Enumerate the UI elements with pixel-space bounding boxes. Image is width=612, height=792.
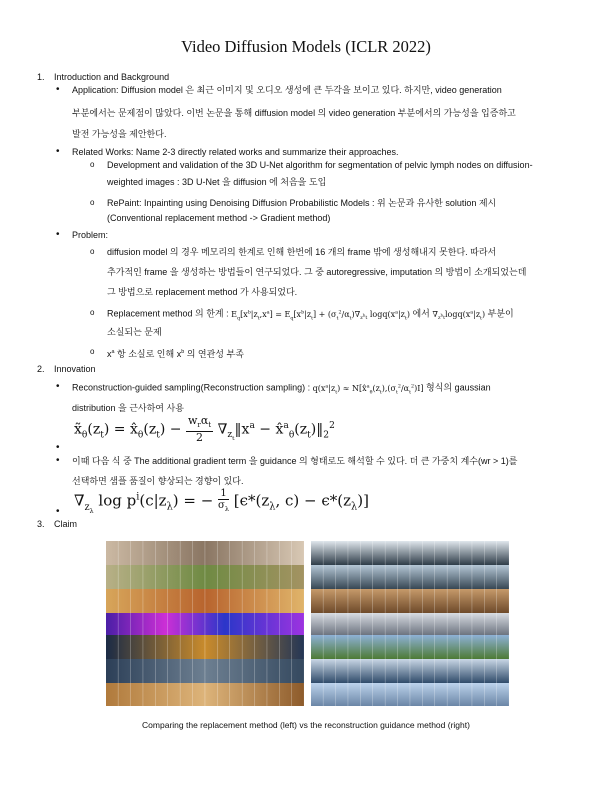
related-works-text: Related Works: Name 2-3 directly related works and summarize their approaches. bbox=[72, 147, 399, 157]
section-heading: Introduction and Background bbox=[54, 72, 170, 82]
figure-caption: Comparing the replacement method (left) vs the reconstruction guidance method (right) bbox=[142, 720, 470, 730]
circle-bullet-icon: o bbox=[90, 160, 95, 169]
section-number: 2. bbox=[37, 364, 45, 374]
section-heading: Claim bbox=[54, 519, 78, 529]
related-item-line: Development and validation of the 3D U-Net algorithm for segmentation of pelvic lymph nodes on diffusion- bbox=[107, 160, 533, 170]
guidance-line: 선택하면 샘플 품질이 향상되는 경향이 있다. bbox=[72, 476, 244, 486]
problem-line: 추가적인 frame 을 생성하는 방법들이 연구되었다. 그 중 autoregressive, imputation 의 방법이 소개되었는데 bbox=[107, 267, 527, 277]
guidance-line: 이때 다음 식 중 The additional gradient term 을 guidance 의 형태로도 해석할 수 있다. 더 큰 가중치 계수(wr > 1)를 bbox=[72, 456, 518, 466]
innovation-line: distribution 을 근사하여 사용 bbox=[72, 403, 184, 413]
reconstruction-guidance-figure bbox=[311, 541, 509, 706]
bullet-icon: • bbox=[56, 229, 60, 240]
bullet-icon: • bbox=[56, 455, 60, 466]
problem-line: diffusion model 의 경우 메모리의 한계로 인해 한번에 16 개의 frame 밖에 생성해내지 못한다. 따라서 bbox=[107, 247, 497, 257]
section-number: 1. bbox=[37, 72, 45, 82]
circle-bullet-icon: o bbox=[90, 308, 95, 317]
application-line: Application: Diffusion model 은 최근 이미지 및 오디오 생성에 큰 두각을 보이고 있다. 하지만, video generation bbox=[72, 85, 502, 95]
circle-bullet-icon: o bbox=[90, 347, 95, 356]
section-number: 3. bbox=[37, 519, 45, 529]
bullet-icon: • bbox=[56, 506, 60, 517]
related-item-line: weighted images : 3D U-Net 을 diffusion 에 처음을 도입 bbox=[107, 177, 327, 187]
problem-line: 그 방법으로 replacement method 가 사용되었다. bbox=[107, 287, 298, 297]
bullet-icon: • bbox=[56, 381, 60, 392]
circle-bullet-icon: o bbox=[90, 247, 95, 256]
problem-limit-line2: 소실되는 문제 bbox=[107, 327, 162, 337]
application-line: 부분에서는 문제점이 많았다. 이번 논문을 통해 diffusion model 의 video generation 부분에서의 가능성을 입증하고 bbox=[72, 108, 516, 118]
application-line: 발전 가능성을 제안한다. bbox=[72, 129, 167, 139]
problem-limit-line: Replacement method 의 한계 : $E_q[x^b|z_t,x^a] = E_q[x^b|z_t] + (\sigma_t^2/\alpha_t)\nabla_{z^bt}$ $\log q(x^a|z_t)$ 에서 $\nabla_{z^bt}\log q(x^a|z_t)$ 부분이 bbox=[107, 308, 514, 322]
related-item-line: (Conventional replacement method -> Gradient method) bbox=[107, 213, 331, 223]
reconstruction-equation: $x̃_\theta(z_t)$ = $x̂_\theta(z_t)$ − $w_r\alpha_t$ 2 $\nabla_{z_t}‖x^a$ − $x̂^a_\theta(z_t)‖_2^2$ bbox=[74, 414, 335, 445]
bullet-icon: • bbox=[56, 146, 60, 157]
innovation-line: Reconstruction-guided sampling(Reconstruction sampling) : $q(x^a|z_t)$ ≈ $N[x̂^a_\theta(z_t),(\sigma_t^2/\alpha_t^2)I]$ 형식의 gaussian bbox=[72, 382, 491, 396]
bullet-icon: • bbox=[56, 442, 60, 453]
problem-item3: $x^a$ 항 소실로 인해 $x^b$ 의 연관성 부족 bbox=[107, 349, 244, 359]
bullet-icon: • bbox=[56, 84, 60, 95]
guidance-equation: $\nabla_{z_\lambda}$ $\log p^i(c|z_\lambda)$ = − $\frac{1}{\sigma_\lambda}$ [$\epsilon*(z_\lambda$, $c) - \epsilon*(z_\lambda)$] bbox=[74, 488, 369, 515]
problem-label: Problem: bbox=[72, 230, 109, 240]
section-heading: Innovation bbox=[54, 364, 96, 374]
related-item-line: RePaint: Inpainting using Denoising Diffusion Probabilistic Models : 위 논문과 유사한 solution 제시 bbox=[107, 198, 497, 208]
page-title: Video Diffusion Models (ICLR 2022) bbox=[181, 37, 431, 56]
circle-bullet-icon: o bbox=[90, 198, 95, 207]
replacement-method-figure bbox=[106, 541, 304, 706]
